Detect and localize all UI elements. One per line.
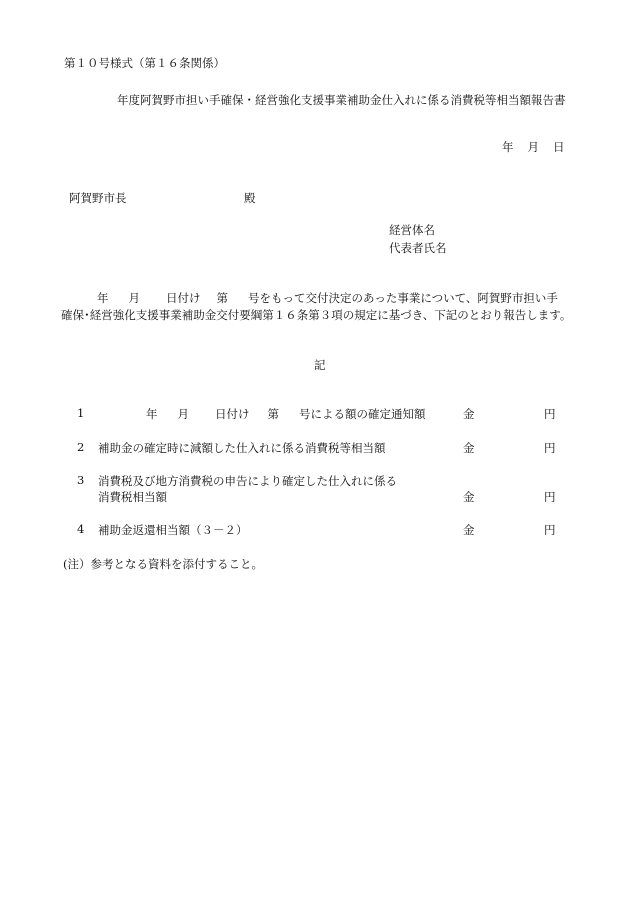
item-3-currency: 金 (463, 490, 475, 504)
body-dai: 第 (216, 291, 228, 305)
item-4-currency: 金 (463, 523, 475, 537)
item-2-number: 2 (77, 440, 85, 454)
footnote: (注）参考となる資料を添付すること。 (63, 557, 263, 571)
addressee-name: 阿賀野市長 (69, 191, 127, 205)
item-2-text: 補助金の確定時に減額した仕入れに係る消費税等相当額 (98, 441, 386, 455)
date-day-label: 日 (553, 140, 565, 154)
addressee-honorific: 殿 (244, 191, 256, 205)
item-3-number: 3 (77, 473, 85, 487)
item-1-day: 日付け (215, 407, 250, 421)
body-line-1 (97, 290, 558, 306)
item-2-currency: 金 (463, 441, 475, 455)
item-1-rest: 号による額の確定通知額 (299, 407, 426, 421)
org-name-label: 経営体名 (389, 223, 435, 237)
item-3-text-line-2: 消費税相当額 (98, 490, 167, 504)
date-year-label: 年 (502, 140, 514, 154)
item-1-unit: 円 (544, 407, 556, 421)
date-month-label: 月 (527, 140, 539, 154)
ki-heading: 記 (314, 358, 326, 372)
item-2-unit: 円 (544, 441, 556, 455)
body-rest: 号をもって交付決定のあった事業について、阿賀野市担い手 (248, 291, 558, 305)
item-1-month: 月 (177, 407, 189, 421)
item-1-year: 年 (146, 407, 158, 421)
representative-label: 代表者氏名 (389, 241, 447, 255)
item-1-text (146, 406, 426, 422)
document-title: 年度阿賀野市担い手確保・経営強化支援事業補助金仕入れに係る消費税等相当額報告書 (117, 93, 566, 107)
form-number: 第１０号様式（第１６条関係） (64, 56, 225, 70)
body-year: 年 (97, 291, 109, 305)
item-4-text: 補助金返還相当額（３－２） (98, 523, 248, 537)
item-3-unit: 円 (544, 490, 556, 504)
body-month: 月 (128, 291, 140, 305)
item-4-unit: 円 (544, 523, 556, 537)
item-1-currency: 金 (463, 407, 475, 421)
item-4-number: 4 (77, 522, 85, 536)
item-3-text-line-1: 消費税及び地方消費税の申告により確定した仕入れに係る (98, 474, 397, 488)
item-1-number: 1 (77, 406, 85, 420)
item-1-dai: 第 (267, 407, 279, 421)
date-line (502, 139, 565, 155)
body-line-2: 確保･経営強化支援事業補助金交付要綱第１６条第３項の規定に基づき、下記のとおり報告します。 (61, 308, 572, 322)
body-day: 日付け (166, 291, 201, 305)
